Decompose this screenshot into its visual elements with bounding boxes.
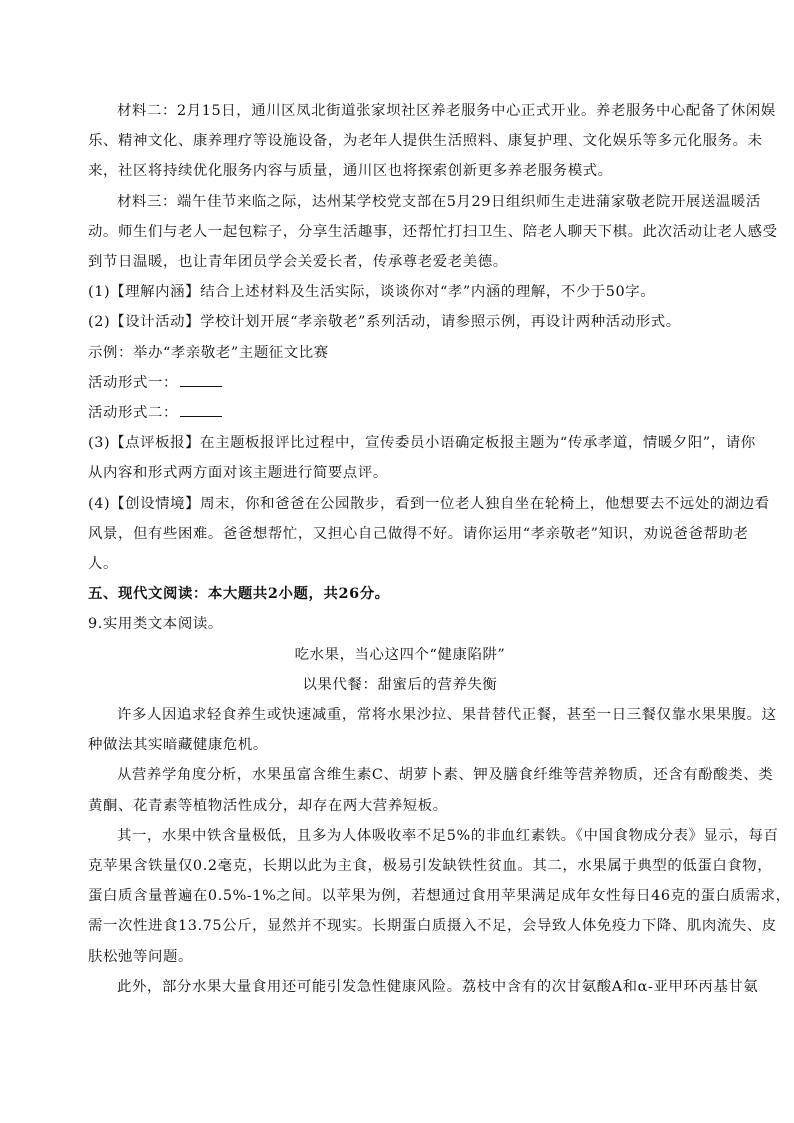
text-line	[88, 489, 770, 519]
text-line-content: 蛋白质含量普遍在0.5%-1%之间。以苹果为例，若想通过食用苹果满足成年女性每日46克的蛋白质需求，	[88, 888, 791, 905]
text-line-content: 动。师生们与老人一起包粽子，分享生活趣事，还帮忙打扫卫生、陪老人聊天下棋。此次活动让老人感受	[88, 223, 778, 240]
text-line	[88, 368, 712, 398]
text-line-content: (1)【理解内涵】结合上述材料及生活实际，谈谈你对“孝”内涵的理解，不少于50字。	[88, 284, 656, 301]
text-line	[88, 851, 773, 881]
text-line	[88, 609, 712, 639]
text-line	[88, 187, 761, 217]
text-line-content: (2)【设计活动】学校计划开展“孝亲敬老”系列活动，请参照示例，再设计两种活动形式。	[88, 314, 681, 331]
text-line-content: 材料三：端午佳节来临之际，达州某学校党支部在5月29日组织师生走进蒲家敬老院开展送温暖活	[117, 193, 761, 210]
text-line	[88, 338, 712, 368]
text-line	[88, 549, 712, 579]
text-line-content: 需一次性进食13.75公斤，显然并不现实。长期蛋白质摄入不足，会导致人体免疫力下降、肌肉流失、皮	[88, 918, 777, 935]
text-line-content: 来，社区将持续优化服务内容与质量，通川区也将探索创新更多养老服务模式。	[88, 163, 613, 180]
document-page	[88, 96, 791, 1002]
text-line	[88, 760, 774, 790]
text-line	[88, 126, 763, 156]
text-line-content: 到节日温暖，也让青年团员学会关爱长者，传承尊老爱老美德。	[88, 254, 508, 271]
text-line-content: 克苹果含铁量仅0.2毫克，长期以此为主食，极易引发缺铁性贫血。其二，水果属于典型的低蛋白食物，	[88, 858, 773, 875]
text-line	[88, 458, 712, 488]
text-line-content: 吃水果，当心这四个“健康陷阱”	[294, 646, 506, 663]
text-line	[88, 96, 776, 126]
text-line	[88, 307, 712, 337]
text-line-content: 人。	[88, 556, 118, 573]
text-line	[88, 398, 712, 428]
text-line-content: 材料二：2月15日，通川区凤北街道张家坝社区养老服务中心正式开业。养老服务中心配备了休闲娱	[117, 103, 776, 119]
answer-blank[interactable]	[180, 372, 222, 387]
text-line	[88, 670, 712, 700]
answer-blank[interactable]	[180, 402, 222, 417]
text-line-content: (3)【点评板报】在主题板报评比过程中，宣传委员小语确定板报主题为“传承孝道，情暖夕阳”，请你	[88, 435, 756, 452]
text-line	[88, 217, 778, 247]
text-line-content: 从内容和形式两方面对该主题进行简要点评。	[88, 465, 388, 482]
text-line	[88, 972, 759, 1002]
text-line-content: 活动形式二：	[88, 405, 178, 422]
text-line	[88, 791, 712, 821]
text-line-content: 风景，但有些困难。爸爸想帮忙，又担心自己做得不好。请你运用“孝亲敬老”知识，劝说爸爸帮助老	[88, 525, 749, 542]
text-line	[88, 700, 777, 730]
text-line-content: 以果代餐：甜蜜后的营养失衡	[302, 676, 498, 693]
text-line-content: 9.实用类文本阅读。	[88, 616, 223, 633]
text-line-content: (4)【创设情境】周末，你和爸爸在公园散步，看到一位老人独自坐在轮椅上，他想要去不远处的湖边看	[88, 495, 770, 512]
text-line	[88, 911, 777, 941]
text-line	[88, 942, 712, 972]
text-line	[88, 247, 712, 277]
text-line	[88, 579, 712, 609]
text-line	[88, 730, 712, 760]
text-line	[88, 640, 712, 670]
text-line-content: 五、现代文阅读：本大题共2小题，共26分。	[88, 585, 390, 603]
text-line-content: 从营养学角度分析，水果虽富含维生素C、胡萝卜素、钾及膳食纤维等营养物质，还含有酚酸类、类	[117, 767, 774, 784]
text-line-content: 许多人因追求轻食养生或快速减重，常将水果沙拉、果昔替代正餐，甚至一日三餐仅靠水果果腹。这	[117, 707, 777, 724]
text-line	[88, 821, 779, 851]
text-line-content: 乐、精神文化、康养理疗等设施设备，为老年人提供生活照料、康复护理、文化娱乐等多元化服务。未	[88, 133, 763, 150]
text-line-content: 活动形式一：	[88, 374, 178, 391]
text-line-content: 其一，水果中铁含量极低，且多为人体吸收率不足5%的非血红素铁。《中国食物成分表》显示，每百	[117, 827, 779, 844]
text-line-content: 黄酮、花青素等植物活性成分，却存在两大营养短板。	[88, 797, 448, 814]
text-line-content: 种做法其实暗藏健康危机。	[88, 737, 268, 754]
text-line-content: 示例：举办“孝亲敬老”主题征文比赛	[88, 344, 329, 361]
text-line-content: 此外，部分水果大量食用还可能引发急性健康风险。荔枝中含有的次甘氨酸A和α-亚甲环丙基甘氨	[117, 978, 759, 995]
text-line	[88, 428, 756, 458]
text-line	[88, 156, 712, 186]
text-line	[88, 277, 712, 307]
text-line	[88, 881, 791, 911]
text-line	[88, 519, 749, 549]
text-line-content: 肤松弛等问题。	[88, 948, 193, 965]
